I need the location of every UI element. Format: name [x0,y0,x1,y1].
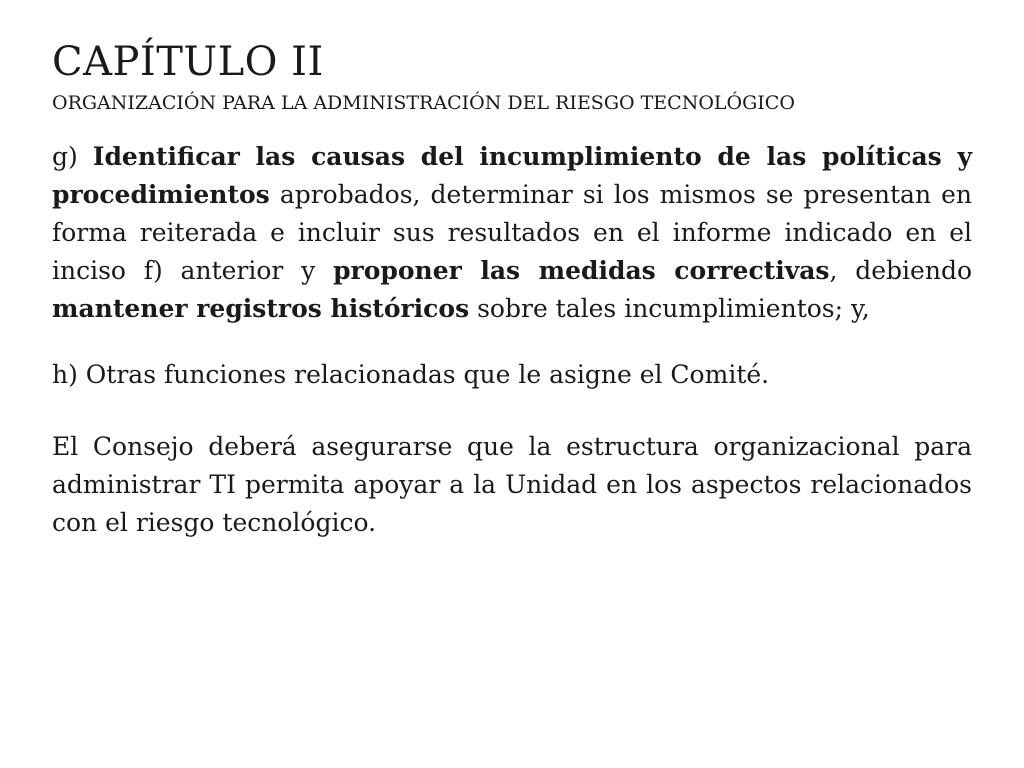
paragraph-consejo: El Consejo deberá asegurarse que la estructura organizacional para administrar TI permita apoyar a la Unidad en los aspectos relacionados con el riesgo tecnológico. [52,432,972,537]
paragraph-g-text-4: sobre tales incumplimientos; y, [469,294,870,323]
page-subtitle: ORGANIZACIÓN PARA LA ADMINISTRACIÓN DEL RIESGO TECNOLÓGICO [52,92,795,114]
paragraph-g-bold-3: mantener registros históricos [52,294,470,323]
paragraph-h: h) Otras funciones relacionadas que le asigne el Comité. [52,360,770,389]
paragraph-g [52,138,972,328]
paragraph-g-text-1: g) [52,142,93,171]
paragraph-g-bold-1: Identificar las causas del incumplimiento de las políticas y procedimientos [52,142,972,209]
paragraph-g-bold-2: proponer las medidas correctivas [333,256,830,285]
paragraph-g-text-3: , debiendo [829,256,972,285]
page-title: CAPÍTULO II [52,39,324,85]
paragraph-g-text-2: aprobados, determinar si los mismos se presentan en forma reiterada e incluir sus resultados en el informe indicado en el inciso f) anterior y [52,180,972,285]
